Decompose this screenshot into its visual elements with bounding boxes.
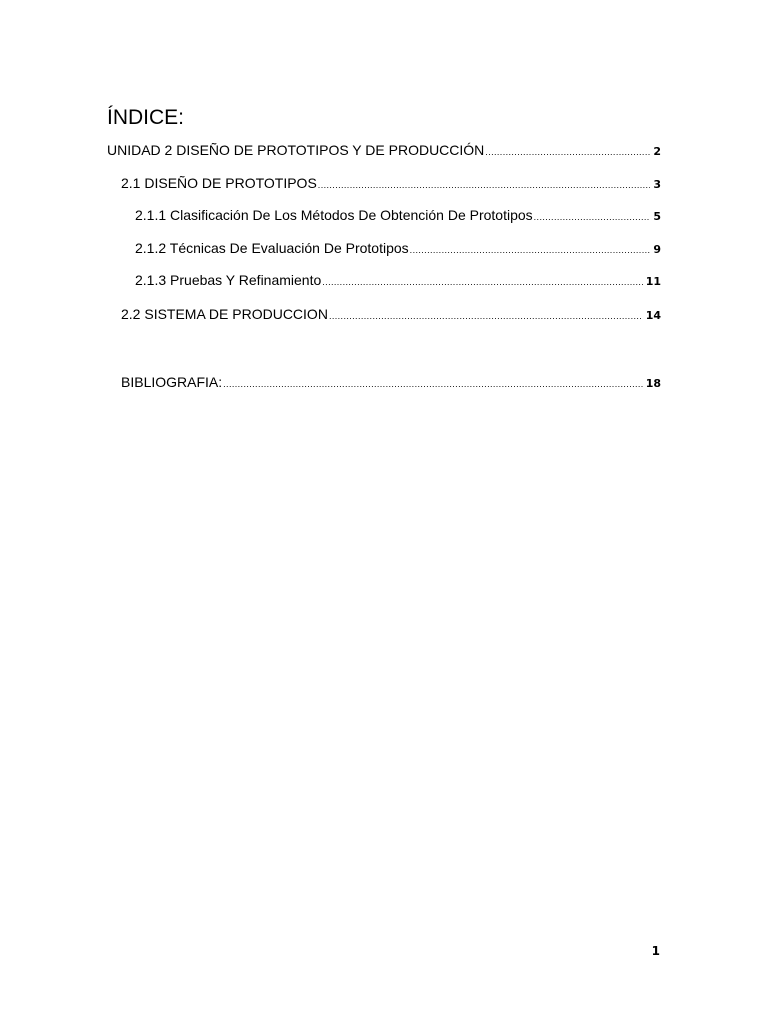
toc-dot-leader <box>485 143 650 161</box>
toc-entry-2-1-3[interactable] <box>135 271 661 291</box>
toc-entry-bibliografia[interactable] <box>121 373 661 393</box>
toc-entry-label: 2.1.1 Clasificación De Los Métodos De Obtención De Prototipos <box>135 207 533 223</box>
toc-dot-leader <box>534 208 651 226</box>
toc-entry-label: 2.1 DISEÑO DE PROTOTIPOS <box>121 175 317 191</box>
toc-entry-label: BIBLIOGRAFIA: <box>121 374 223 390</box>
toc-entry-label: 2.1.3 Pruebas Y Refinamiento <box>135 272 322 288</box>
toc-dot-leader <box>329 307 643 325</box>
toc-entry-page-number: 2 <box>653 145 661 158</box>
toc-entry-label: 2.2 SISTEMA DE PRODUCCION <box>121 306 328 322</box>
toc-entry-page-number: 14 <box>645 309 661 322</box>
toc-entry-page-number: 11 <box>645 275 661 288</box>
toc-entry-2-1[interactable] <box>121 174 661 194</box>
toc-entry-unidad-2[interactable] <box>107 141 661 161</box>
toc-dot-leader <box>318 176 651 194</box>
toc-entry-2-1-1[interactable] <box>135 206 661 226</box>
toc-entry-page-number: 9 <box>653 243 661 256</box>
toc-entry-page-number: 3 <box>653 178 661 191</box>
footer-page-number: 1 <box>651 944 660 958</box>
toc-entry-page-number: 18 <box>645 377 661 390</box>
toc-heading: ÍNDICE: <box>107 106 185 129</box>
toc-entry-2-2[interactable] <box>121 305 661 325</box>
toc-entry-label: 2.1.2 Técnicas De Evaluación De Prototipos <box>135 240 409 256</box>
toc-entry-label: UNIDAD 2 DISEÑO DE PROTOTIPOS Y DE PRODUCCIÓN <box>107 142 485 158</box>
toc-dot-leader <box>322 273 642 291</box>
toc-dot-leader <box>223 375 643 393</box>
toc-entry-page-number: 5 <box>653 210 661 223</box>
toc-entry-2-1-2[interactable] <box>135 239 661 259</box>
toc-dot-leader <box>410 241 651 259</box>
